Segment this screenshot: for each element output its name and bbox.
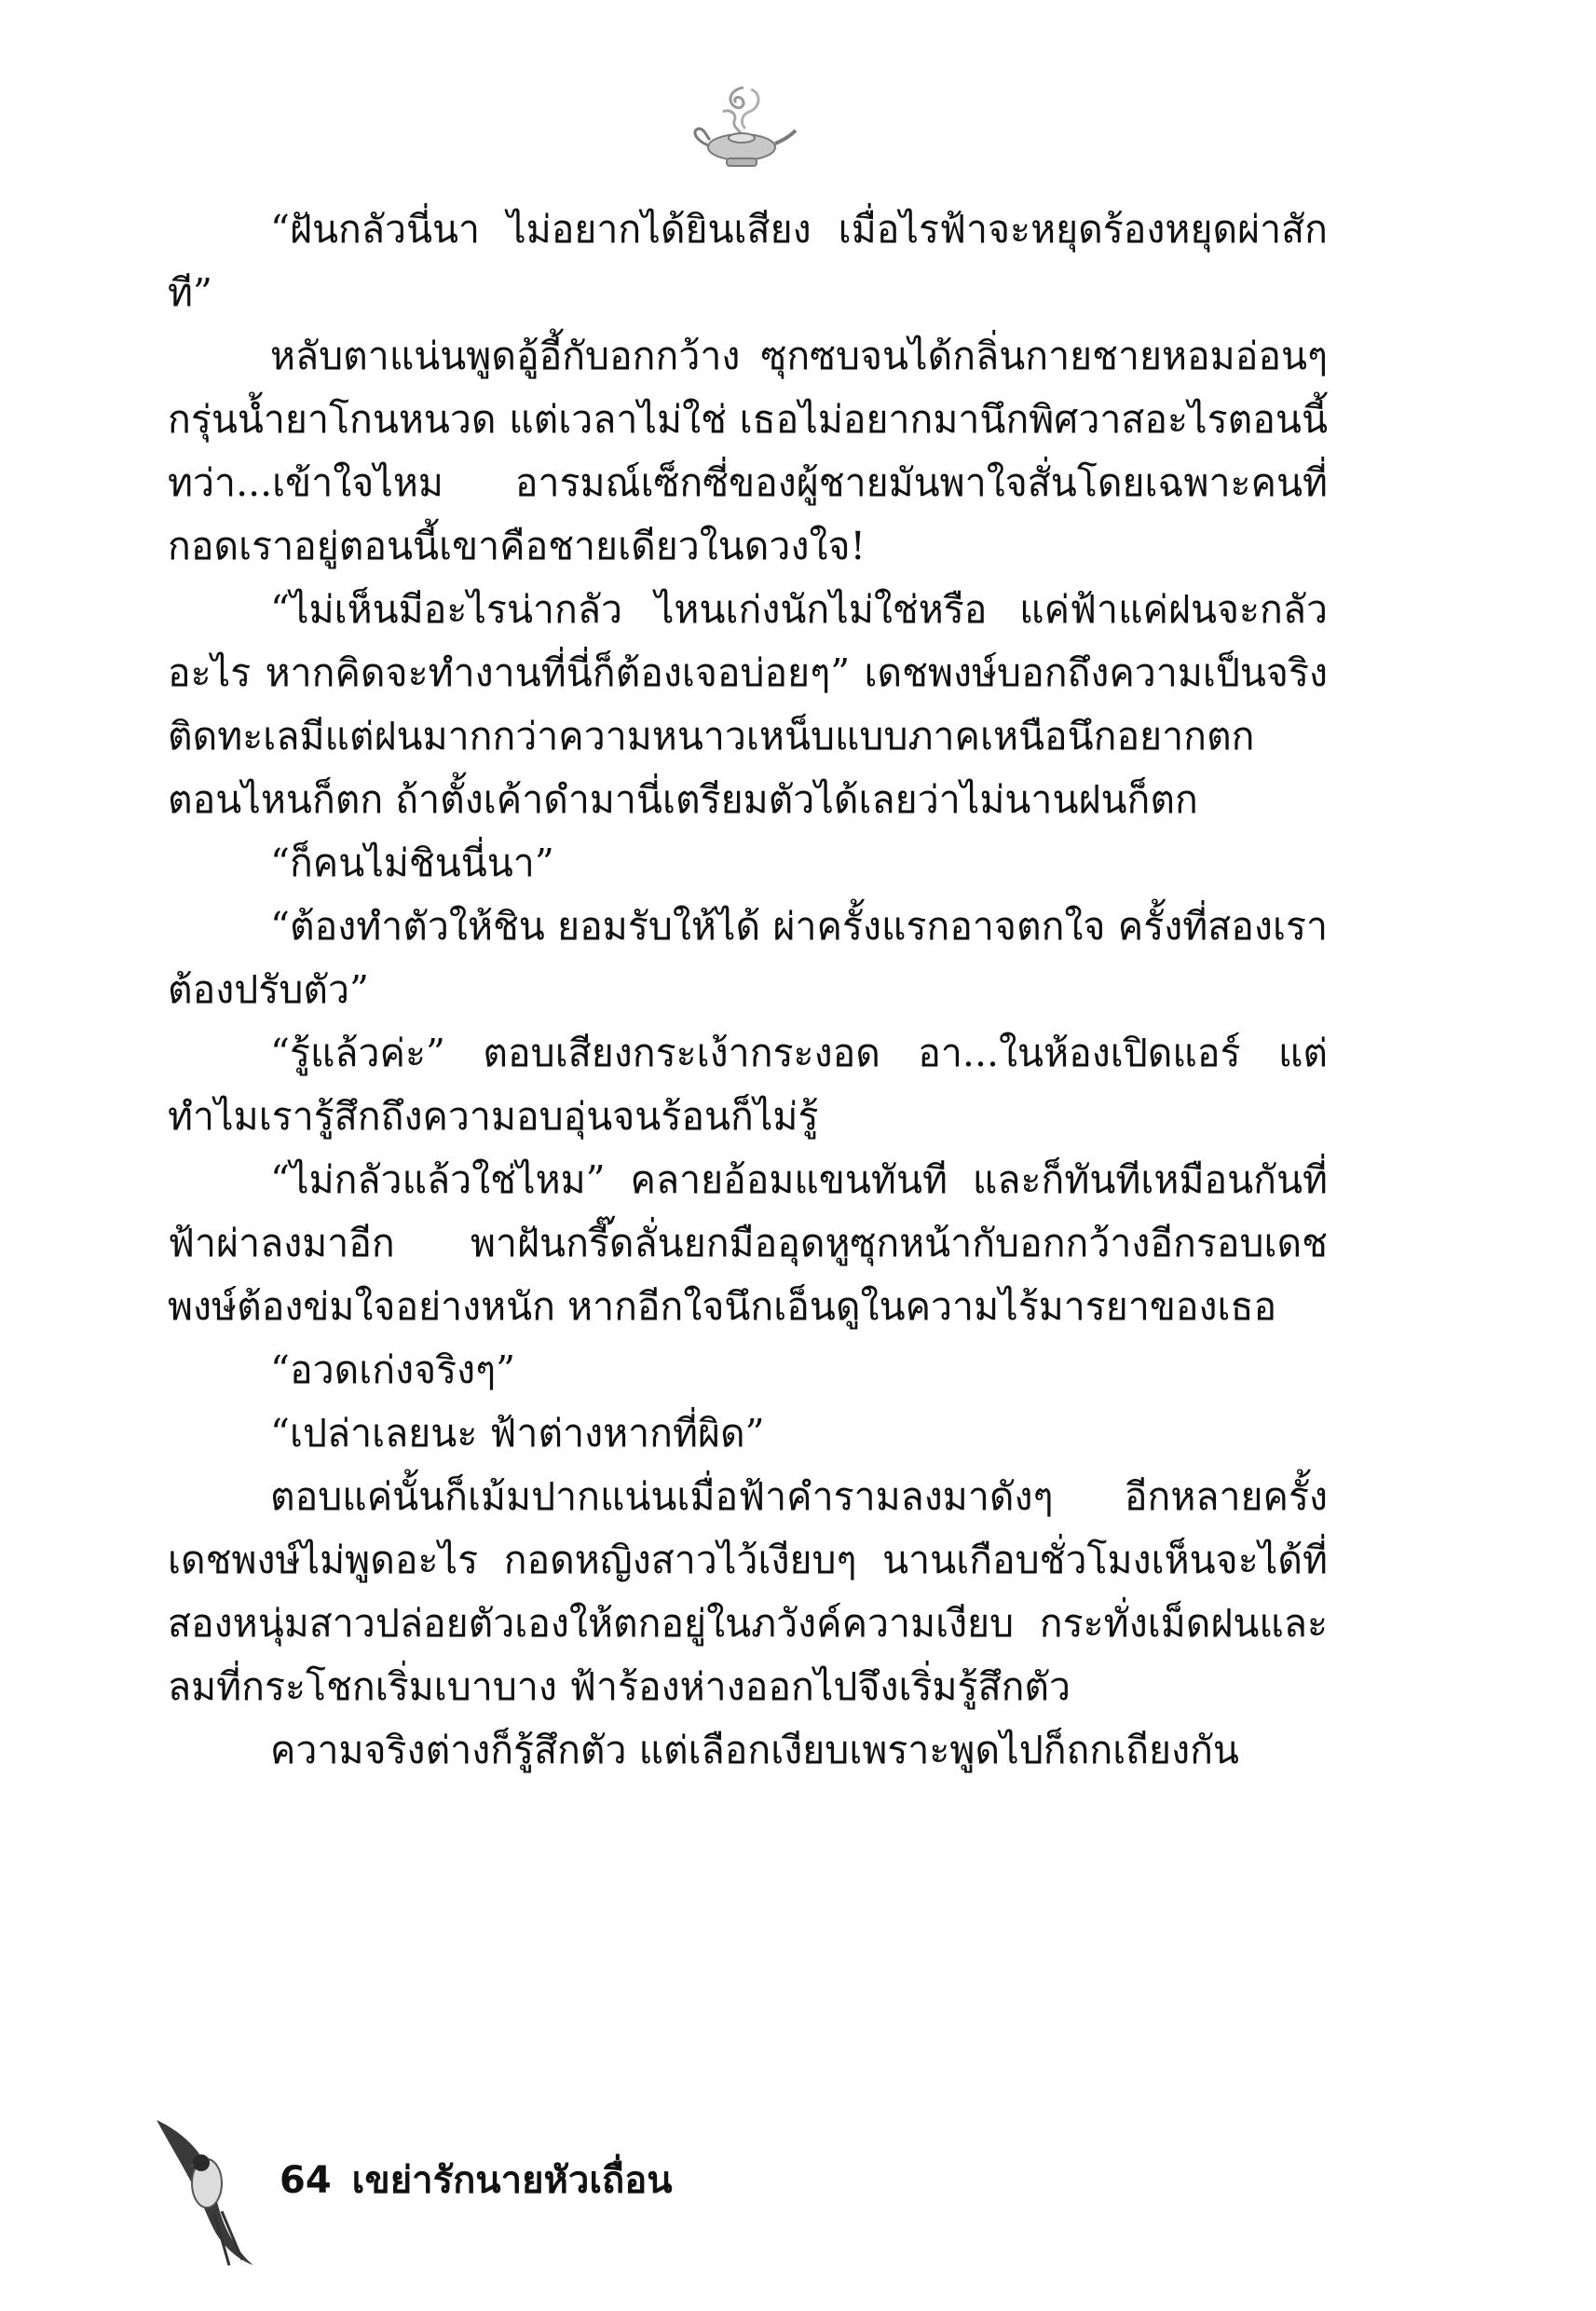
page-footer — [149, 2101, 988, 2288]
paragraph: “เปล่าเลยนะ ฟ้าต่างหากที่ผิด” — [270, 1411, 765, 1456]
paragraph: “ฝันกลัวนี่นา ไม่อยากได้ยินเสียง เมื่อไรฟ้าจะหยุดร้องหยุดผ่าสักที” — [168, 207, 1328, 315]
body-text — [168, 198, 1328, 1782]
paragraph: “ต้องทำตัวให้ชิน ยอมรับให้ได้ ผ่าครั้งแรกอาจตกใจ ครั้งที่สองเราต้องปรับตัว” — [168, 904, 1328, 1012]
genie-lamp-icon — [686, 80, 798, 173]
book-title: เขย่ารักนายหัวเถื่อน — [351, 2159, 673, 2202]
page-folio — [280, 2150, 693, 2209]
paragraph: “ก็คนไม่ชินนี่นา” — [270, 841, 554, 885]
paragraph: “ไม่กลัวแล้วใช่ไหม” คลายอ้อมแขนทันที และก็ทันทีเหมือนกันที่ฟ้าผ่าลงมาอีก พาฝันกรี๊ดลั่นยกมืออุดหูซุกหน้ากับอกกว้างอีกรอบเดชพงษ์ต้องข่มใจอย่างหนัก หากอีกใจนึกเอ็นดูในความไร้มารยาของเธอ — [168, 1157, 1328, 1329]
paragraph: “อวดเก่งจริงๆ” — [270, 1347, 516, 1392]
paragraph: ตอบแค่นั้นก็เม้มปากแน่นเมื่อฟ้าคำรามลงมาดังๆ อีกหลายครั้งเดชพงษ์ไม่พูดอะไร กอดหญิงสาวไว้เงียบๆ นานเกือบชั่วโมงเห็นจะได้ที่สองหนุ่มสาวปล่อยตัวเองให้ตกอยู่ในภวังค์ความเงียบ กระทั่งเม็ดฝนและลมที่กระโชกเริ่มเบาบาง ฟ้าร้องห่างออกไปจึงเริ่มรู้สึกตัว — [168, 1474, 1328, 1709]
swallow-bird-icon — [149, 2101, 261, 2269]
paragraph: ความจริงต่างก็รู้สึกตัว แต่เลือกเงียบเพราะพูดไปก็ถกเถียงกัน — [270, 1728, 1239, 1772]
paragraph: “รู้แล้วค่ะ” ตอบเสียงกระเง้ากระงอด อา...ในห้องเปิดแอร์ แต่ทำไมเรารู้สึกถึงความอบอุ่นจนร้อนก็ไม่รู้ — [168, 1031, 1328, 1139]
page-number: 64 — [280, 2159, 332, 2202]
paragraph: หลับตาแน่นพูดอู้อี้กับอกกว้าง ซุกซบจนได้กลิ่นกายชายหอมอ่อนๆ กรุ่นน้ำยาโกนหนวด แต่เวลาไม่ใช่ เธอไม่อยากมานึกพิศวาสอะไรตอนนี้ ทว่า...เข้าใจไหม อารมณ์เซ็กซี่ของผู้ชายมันพาใจสั่นโดยเฉพาะคนที่กอดเราอยู่ตอนนี้เขาคือชายเดียวในดวงใจ! — [168, 334, 1328, 568]
paragraph: “ไม่เห็นมีอะไรน่ากลัว ไหนเก่งนักไม่ใช่หรือ แค่ฟ้าแค่ฝนจะกลัวอะไร หากคิดจะทำงานที่นี่ก็ต้องเจอบ่อยๆ” เดชพงษ์บอกถึงความเป็นจริง ติดทะเลมีแต่ฝนมากกว่าความหนาวเหน็บแบบภาคเหนือนึกอยากตกตอนไหนก็ตก ถ้าตั้งเค้าดำมานี่เตรียมตัวได้เลยว่าไม่นานฝนก็ตก — [168, 587, 1328, 822]
